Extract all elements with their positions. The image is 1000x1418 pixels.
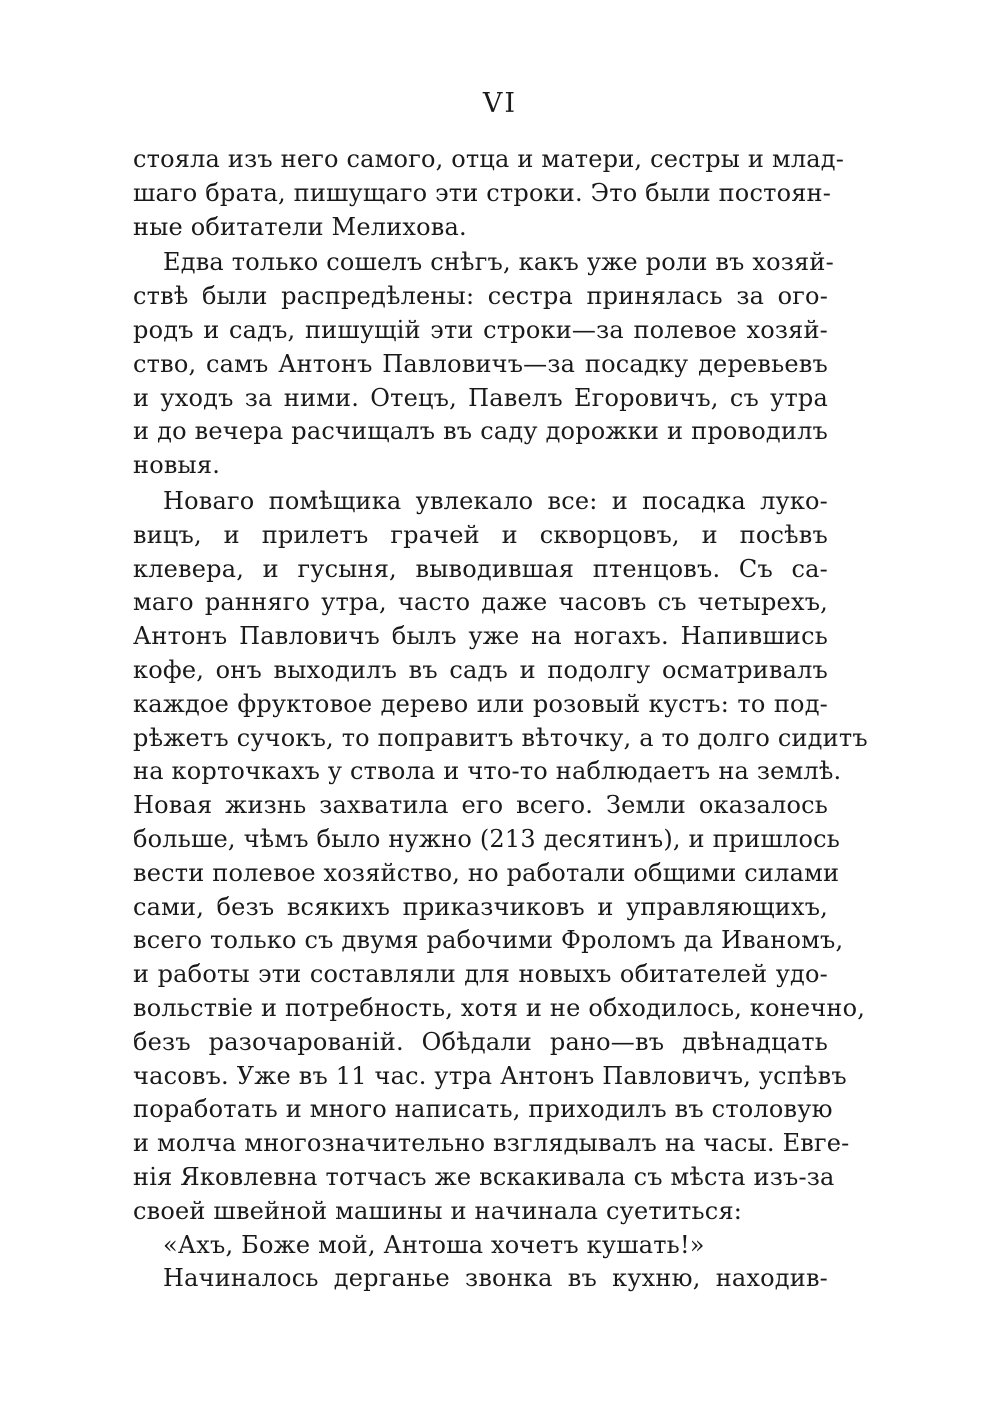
text-line: и молча многозначительно взглядывалъ на часы. Евге-: [133, 1129, 850, 1158]
text-line: вести полевое хозяйство, но работали общими силами: [133, 858, 840, 887]
text-line: Новая жизнь захватила его всего. Земли оказалось: [133, 791, 828, 820]
text-line: вицъ, и прилетъ грачей и скворцовъ, и посѣвъ: [133, 520, 828, 549]
text-line: вольствіе и потребность, хотя и не обходилось, конечно,: [133, 993, 866, 1022]
text-line: маго ранняго утра, часто даже часовъ съ четырехъ,: [133, 588, 828, 617]
text-line: часовъ. Уже въ 11 час. утра Антонъ Павловичъ, успѣвъ: [133, 1061, 847, 1090]
text-line: безъ разочарованій. Обѣдали рано—въ двѣнадцать: [133, 1027, 828, 1056]
text-line: ство, самъ Антонъ Павловичъ—за посадку деревьевъ: [133, 349, 828, 378]
text-line: на корточкахъ у ствола и что-то наблюдаетъ на землѣ.: [133, 757, 842, 786]
text-line: Начиналось дерганье звонка въ кухню, находив-: [163, 1264, 828, 1293]
text-line: стояла изъ него самого, отца и матери, сестры и млад-: [133, 145, 845, 173]
text-line: ные обитатели Мелихова.: [133, 212, 467, 241]
text-line: шаго брата, пишущаго эти строки. Это были постоян-: [133, 178, 832, 207]
paragraph: [133, 143, 845, 244]
text-line: поработать и много написать, приходилъ въ столовую: [133, 1095, 833, 1124]
paragraph: [133, 1262, 828, 1296]
text-line: больше, чѣмъ было нужно (213 десятинъ), и пришлось: [133, 824, 841, 853]
text-line: Новаго помѣщика увлекало все: и посадка луко-: [163, 486, 828, 515]
text-line: нія Яковлевна тотчасъ же вскакивала съ мѣста изъ-за: [133, 1162, 835, 1191]
text-line: «Ахъ, Боже мой, Антоша хочетъ кушать!»: [163, 1230, 705, 1259]
body-text: [133, 143, 868, 1296]
text-line: и уходъ за ними. Отецъ, Павелъ Егоровичъ, съ утра: [133, 383, 828, 412]
text-line: каждое фруктовое дерево или розовый кустъ: то под-: [133, 689, 828, 718]
paragraph: [133, 485, 868, 1229]
text-line: и работы эти составляли для новыхъ обитателей удо-: [133, 960, 828, 989]
text-line: и до вечера расчищалъ въ саду дорожки и проводилъ: [133, 417, 828, 446]
text-line: родъ и садъ, пишущій эти строки—за полевое хозяй-: [133, 315, 828, 344]
text-line: кофе, онъ выходилъ въ садъ и подолгу осматривалъ: [133, 655, 828, 684]
text-line: рѣжетъ сучокъ, то поправитъ вѣточку, а то долго сидитъ: [133, 723, 868, 752]
paragraph-quote: [133, 1229, 828, 1263]
text-line: сами, безъ всякихъ приказчиковъ и управляющихъ,: [133, 892, 828, 921]
page-number: VI: [482, 88, 518, 119]
text-line: Едва только сошелъ снѣгъ, какъ уже роли въ хозяй-: [163, 248, 834, 277]
text-line: Антонъ Павловичъ былъ уже на ногахъ. Напившись: [133, 622, 828, 651]
text-line: клевера, и гусыня, выводившая птенцовъ. Съ са-: [133, 554, 828, 583]
paragraph: [133, 246, 834, 483]
text-line: своей швейной машины и начинала суетиться:: [133, 1196, 743, 1225]
text-line: ствѣ были распредѣлены: сестра принялась за ого-: [133, 282, 828, 311]
text-line: новыя.: [133, 451, 221, 480]
text-line: всего только съ двумя рабочими Фроломъ да Иваномъ,: [133, 926, 844, 955]
